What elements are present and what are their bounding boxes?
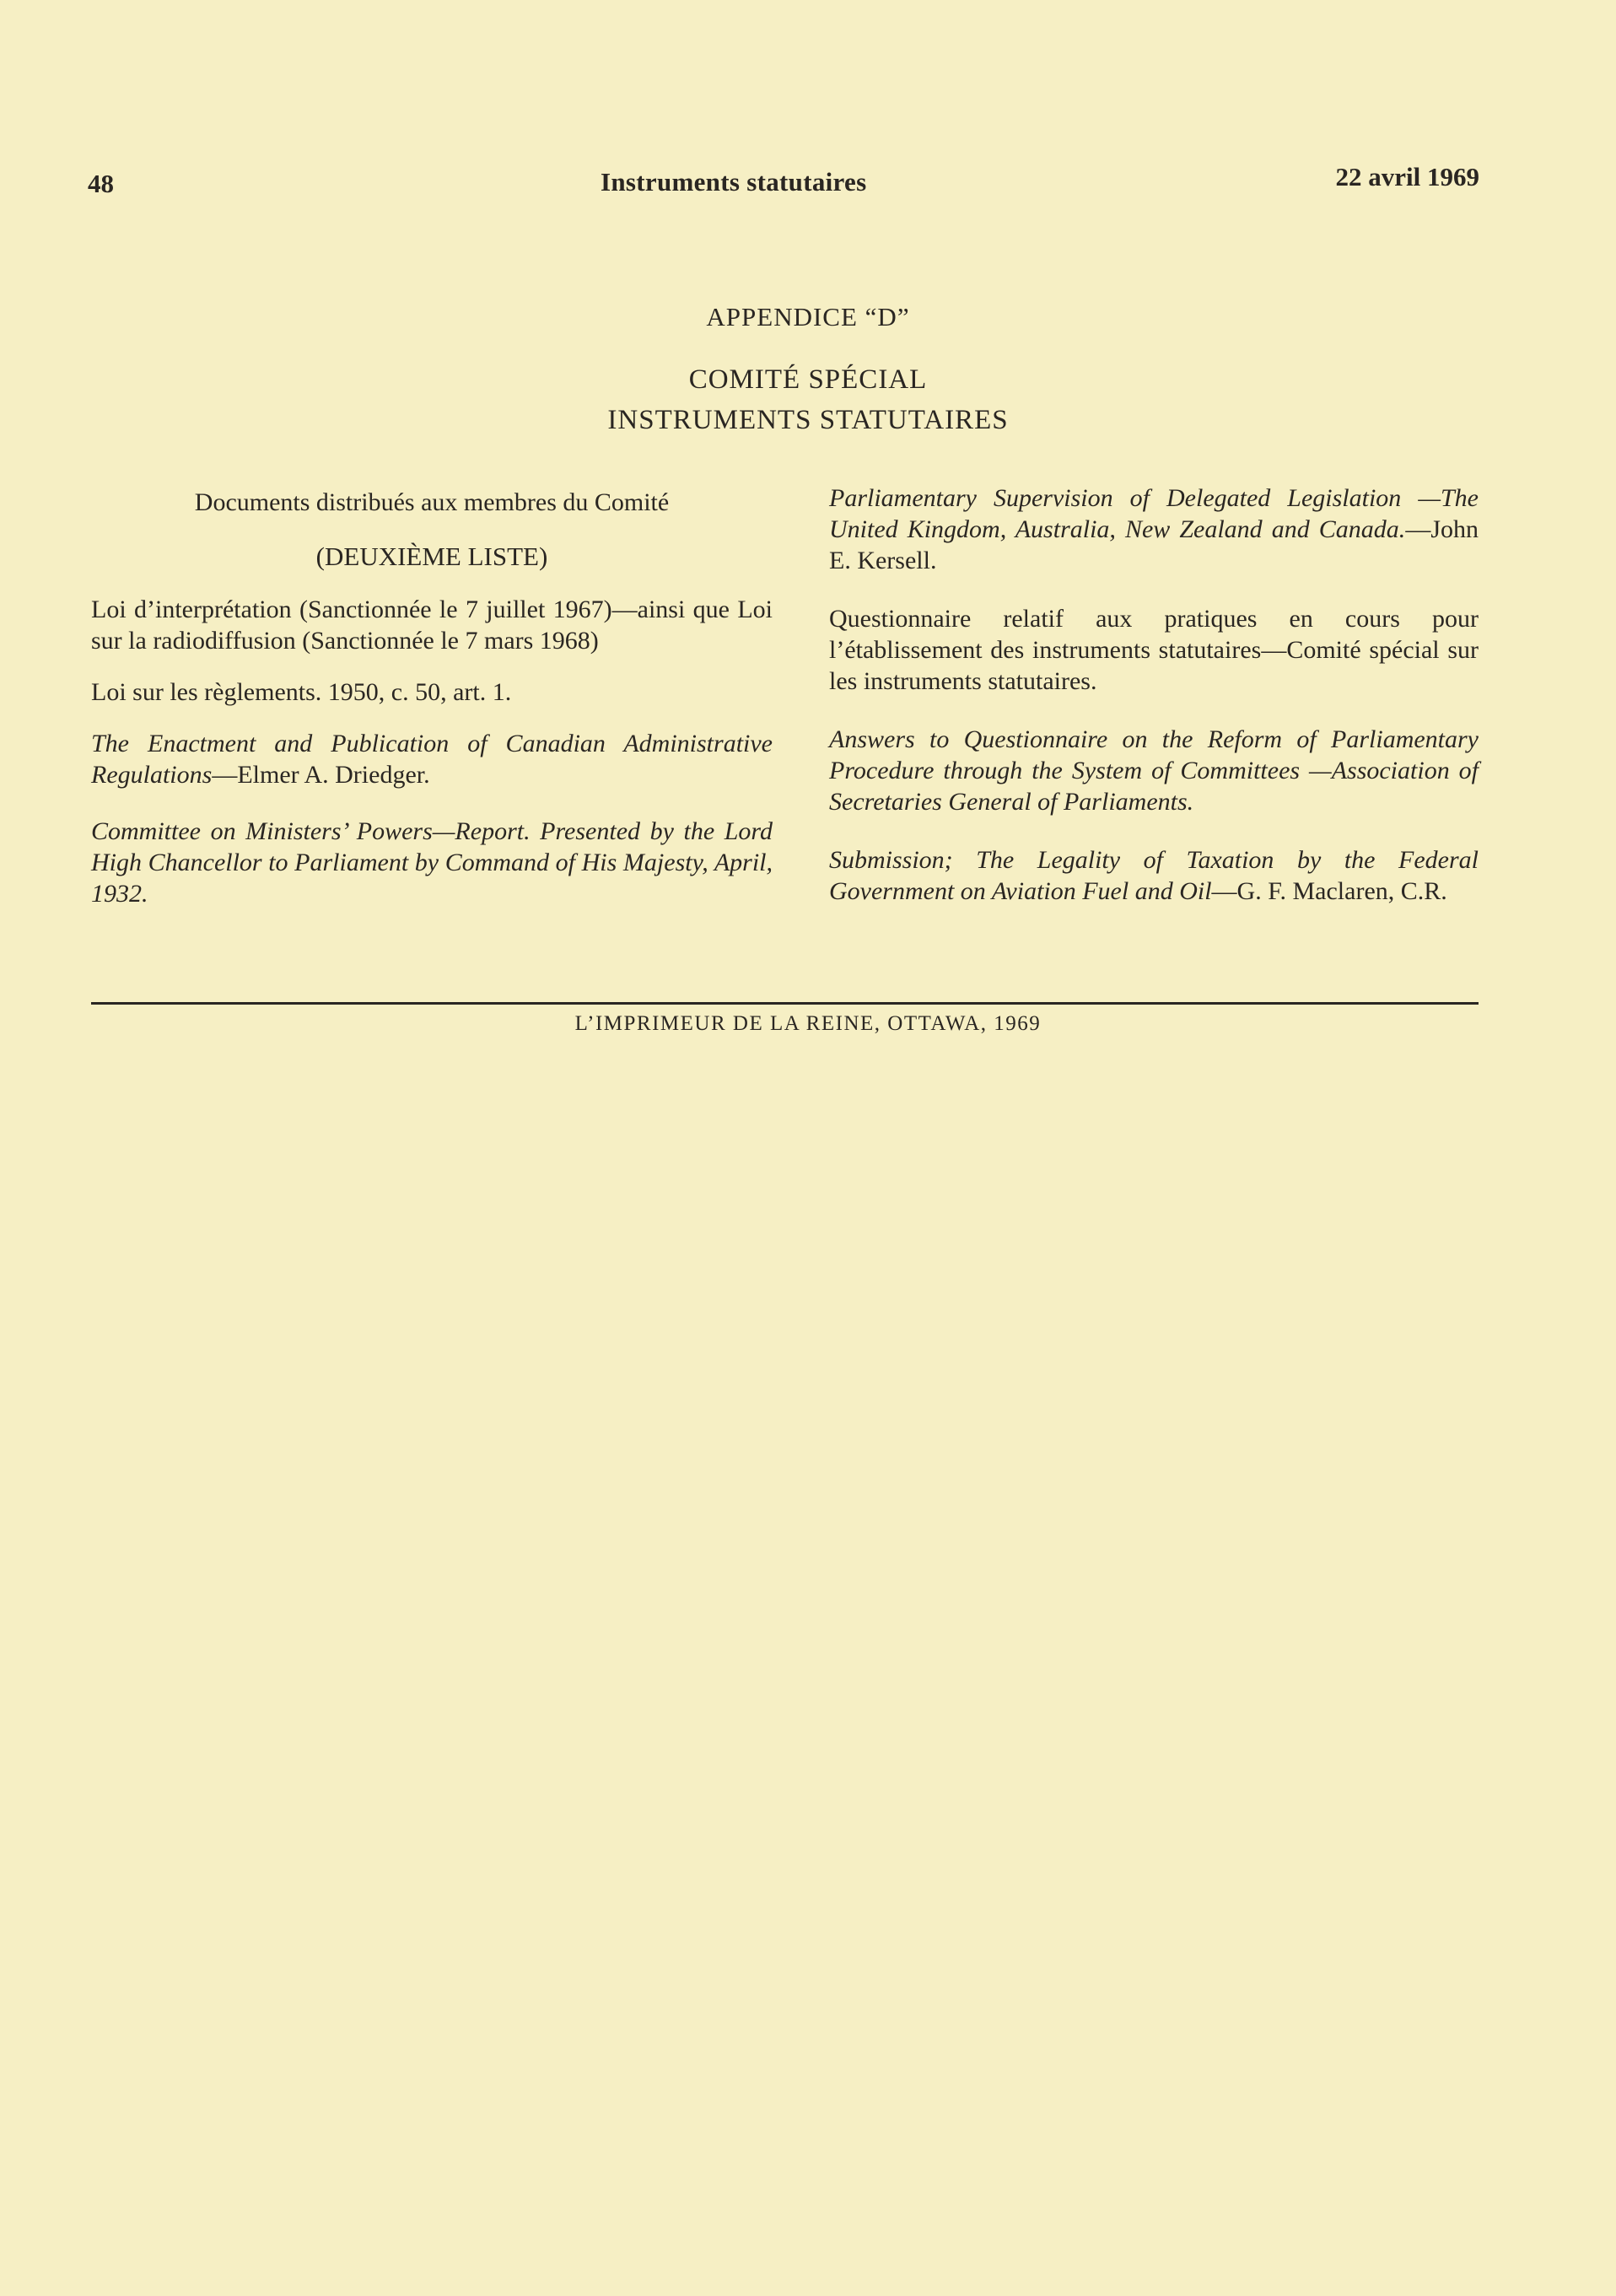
list-title: (DEUXIÈME LISTE) (315, 542, 548, 571)
document-author: —G. F. Maclaren, C.R. (1211, 877, 1447, 905)
left-column (91, 482, 773, 909)
document-title: The Enactment and Publication of Canadian Administrative Regulations (91, 730, 773, 789)
footer-rule (91, 1002, 1479, 1005)
list-item: Loi d’interprétation (Sanctionnée le 7 juillet 1967)—ainsi que Loi sur la radiodiffusion (Sanctionnée le 7 mars 1968) (91, 596, 773, 655)
document-author: —John E. Kersell. (829, 515, 1479, 574)
list-item: Answers to Questionnaire on the Reform of Parliamentary Procedure through the System of Committees —Association of Secretaries General of Parliaments. (829, 725, 1479, 816)
committee-name-line2: INSTRUMENTS STATUTAIRES (607, 405, 1009, 435)
printer-imprint: L’IMPRIMEUR DE LA REINE, OTTAWA, 1969 (574, 1012, 1042, 1035)
document-title: Parliamentary Supervision of Delegated Legislation —The United Kingdom, Australia, New Zealand and Canada. (829, 484, 1479, 543)
document-author: —Elmer A. Driedger. (212, 761, 430, 789)
header-date: 22 avril 1969 (1335, 162, 1479, 191)
page-header (88, 162, 1479, 204)
running-title: Instruments statutaires (601, 167, 867, 197)
committee-name-line1: COMITÉ SPÉCIAL (688, 364, 928, 395)
right-column (829, 482, 1479, 907)
list-item (91, 728, 773, 790)
page-number: 48 (88, 169, 114, 198)
list-item: Questionnaire relatif aux pratiques en cours pour l’établissement des instruments statutaires—Comité spécial sur les instruments statutaires. (829, 605, 1479, 695)
appendix-title: APPENDICE “D” (706, 302, 910, 331)
list-item: Loi sur les règlements. 1950, c. 50, art. 1. (91, 678, 512, 706)
document-title: Submission; The Legality of Taxation by the Federal Government on Aviation Fuel and Oil (829, 846, 1479, 905)
list-item: Committee on Ministers’ Powers—Report. Presented by the Lord High Chancellor to Parliament by Command of His Majesty, April, 1932. (91, 817, 773, 908)
list-item (829, 844, 1479, 907)
list-item (829, 482, 1479, 576)
documents-intro: Documents distribués aux membres du Comité (194, 488, 670, 516)
